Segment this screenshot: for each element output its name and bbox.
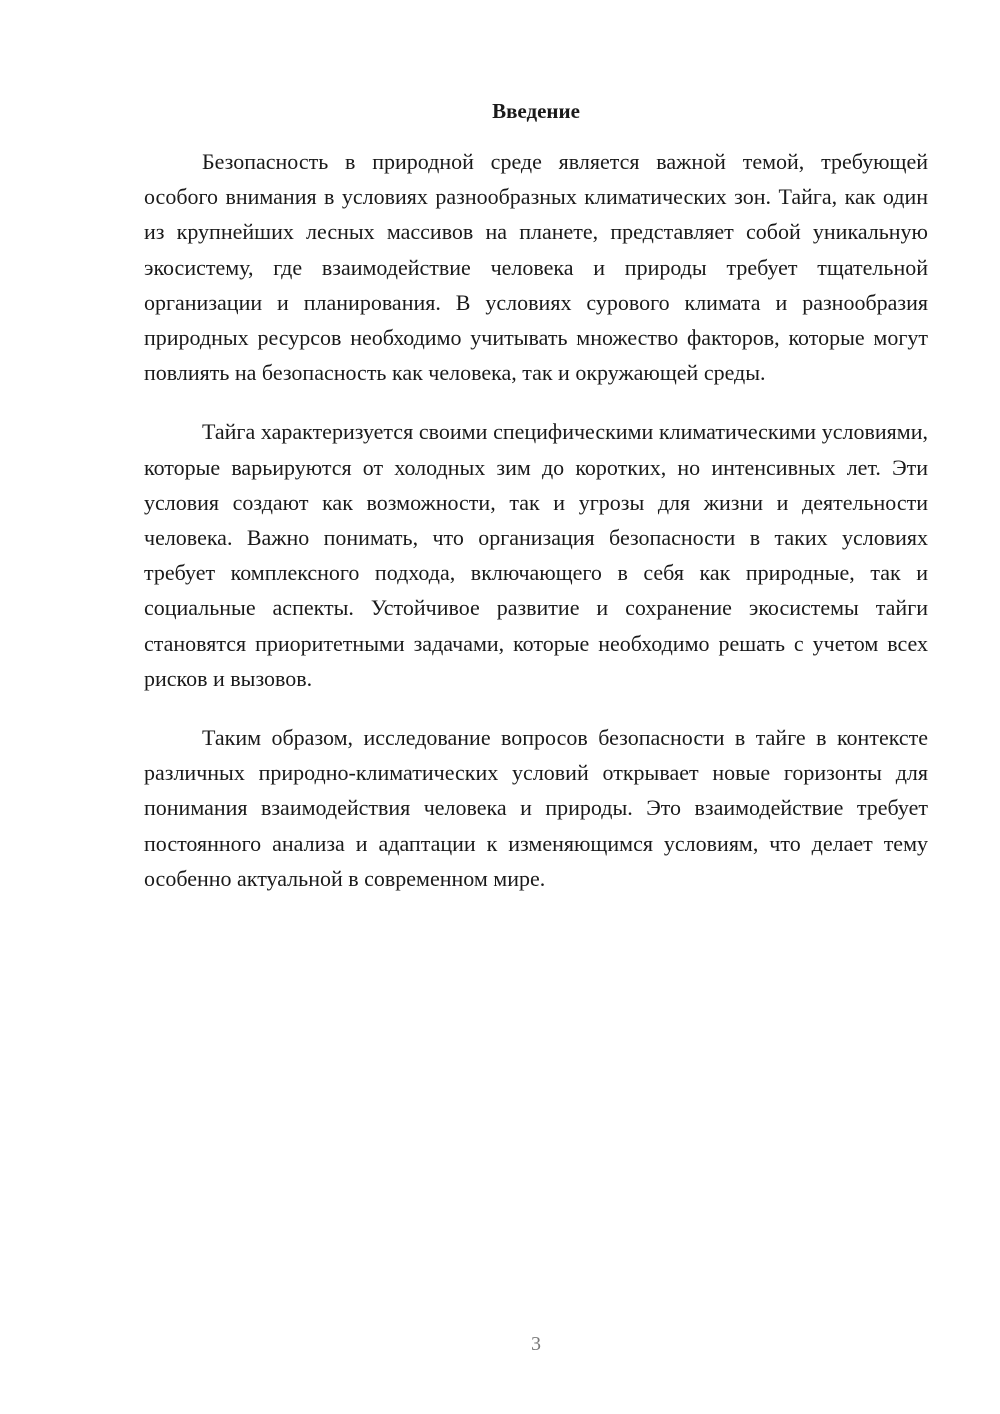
paragraph-3: Таким образом, исследование вопросов безопасности в тайге в контексте различных природно-климатических условий открывает новые горизонты для понимания взаимодействия человека и природы. Это взаимодействие требует постоянного анализа и адаптации к изменяющимся условиям, что делает тему особенно актуальной в современном мире.: [144, 725, 928, 891]
page-number: 3: [531, 1333, 541, 1355]
body-text: [144, 144, 928, 920]
page-title: Введение: [492, 99, 580, 123]
paragraph-2: Тайга характеризуется своими специфическими климатическими условиями, которые варьируются от холодных зим до коротких, но интенсивных лет. Эти условия создают как возможности, так и угрозы для жизни и деятельности человека. Важно понимать, что организация безопасности в таких условиях требует комплексного подхода, включающего в себя как природные, так и социальные аспекты. Устойчивое развитие и сохранение экосистемы тайги становятся приоритетными задачами, которые необходимо решать с учетом всех рисков и вызовов.: [144, 419, 928, 691]
paragraph-1: Безопасность в природной среде является важной темой, требующей особого внимания в условиях разнообразных климатических зон. Тайга, как один из крупнейших лесных массивов на планете, представляет собой уникальную экосистему, где взаимодействие человека и природы требует тщательной организации и планирования. В условиях сурового климата и разнообразия природных ресурсов необходимо учитывать множество факторов, которые могут повлиять на безопасность как человека, так и окружающей среды.: [144, 149, 928, 386]
